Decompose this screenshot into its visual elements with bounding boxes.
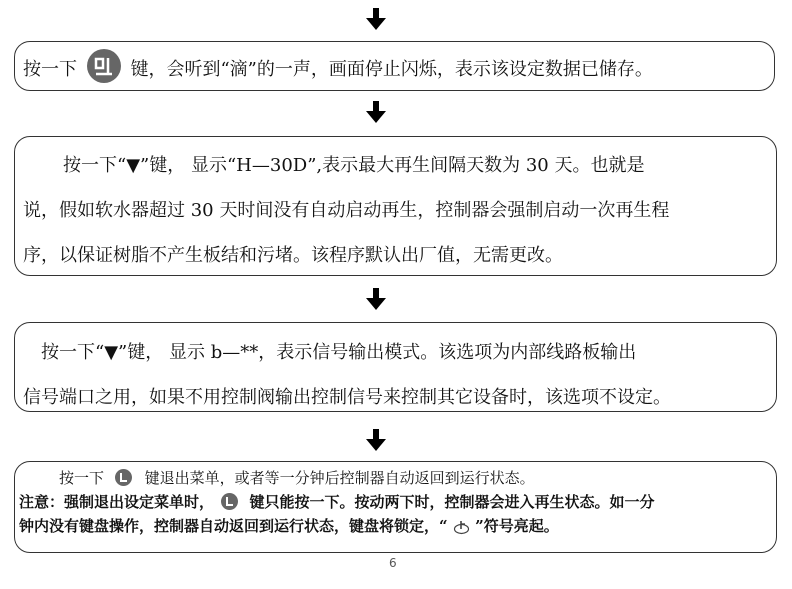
- exit-key-icon: [115, 469, 132, 486]
- step-save-box: [14, 41, 775, 91]
- step-signal-line-1: 按一下“▼”键， 显示 b—**，表示信号输出模式。该选项为内部线路板输出: [41, 342, 637, 363]
- step-exit-prefix: 按一下: [59, 469, 105, 487]
- step-exit-box: [14, 461, 777, 553]
- save-key-icon: [87, 49, 121, 83]
- note-suffix: 键只能按一下。按动两下时，控制器会进入再生状态。如一分: [249, 493, 655, 511]
- note-prefix: 注意：强制退出设定菜单时，: [19, 493, 215, 511]
- step-save-suffix: 键，会听到“滴”的一声，画面停止闪烁，表示该设定数据已储存。: [130, 59, 653, 80]
- step-save-text: [23, 55, 653, 83]
- flow-arrow-down-icon: [366, 429, 386, 451]
- exit-key-icon: [221, 493, 238, 510]
- flow-arrow-down-icon: [366, 8, 386, 30]
- step-interval-line-3: 序，以保证树脂不产生板结和污堵。该程序默认出厂值，无需更改。: [23, 245, 563, 266]
- step-interval-line-2: 说，假如软水器超过 30 天时间没有自动启动再生，控制器会强制启动一次再生程: [23, 200, 670, 221]
- step-exit-suffix: 键退出菜单，或者等一分钟后控制器自动返回到运行状态。: [144, 469, 535, 487]
- note-lock-prefix: 钟内没有键盘操作，控制器自动返回到运行状态，键盘将锁定，“: [19, 517, 448, 535]
- step-signal-box: [14, 322, 777, 412]
- step-interval-line-1: 按一下“▼”键， 显示“H—30D”,表示最大再生间隔天数为 30 天。也就是: [63, 155, 645, 176]
- step-exit-note-line-2: [19, 515, 559, 536]
- step-exit-note-line-1: [19, 491, 655, 512]
- step-exit-line-1: [59, 467, 535, 488]
- note-lock-suffix: ”符号亮起。: [475, 517, 559, 535]
- flow-arrow-down-icon: [366, 101, 386, 123]
- step-signal-line-2: 信号端口之用，如果不用控制阀输出控制信号来控制其它设备时，该选项不设定。: [23, 387, 671, 408]
- keyboard-lock-icon: [453, 519, 470, 535]
- step-interval-box: [14, 136, 777, 276]
- step-save-prefix: 按一下: [23, 59, 77, 80]
- flow-arrow-down-icon: [366, 288, 386, 310]
- page-number: 6: [389, 556, 397, 570]
